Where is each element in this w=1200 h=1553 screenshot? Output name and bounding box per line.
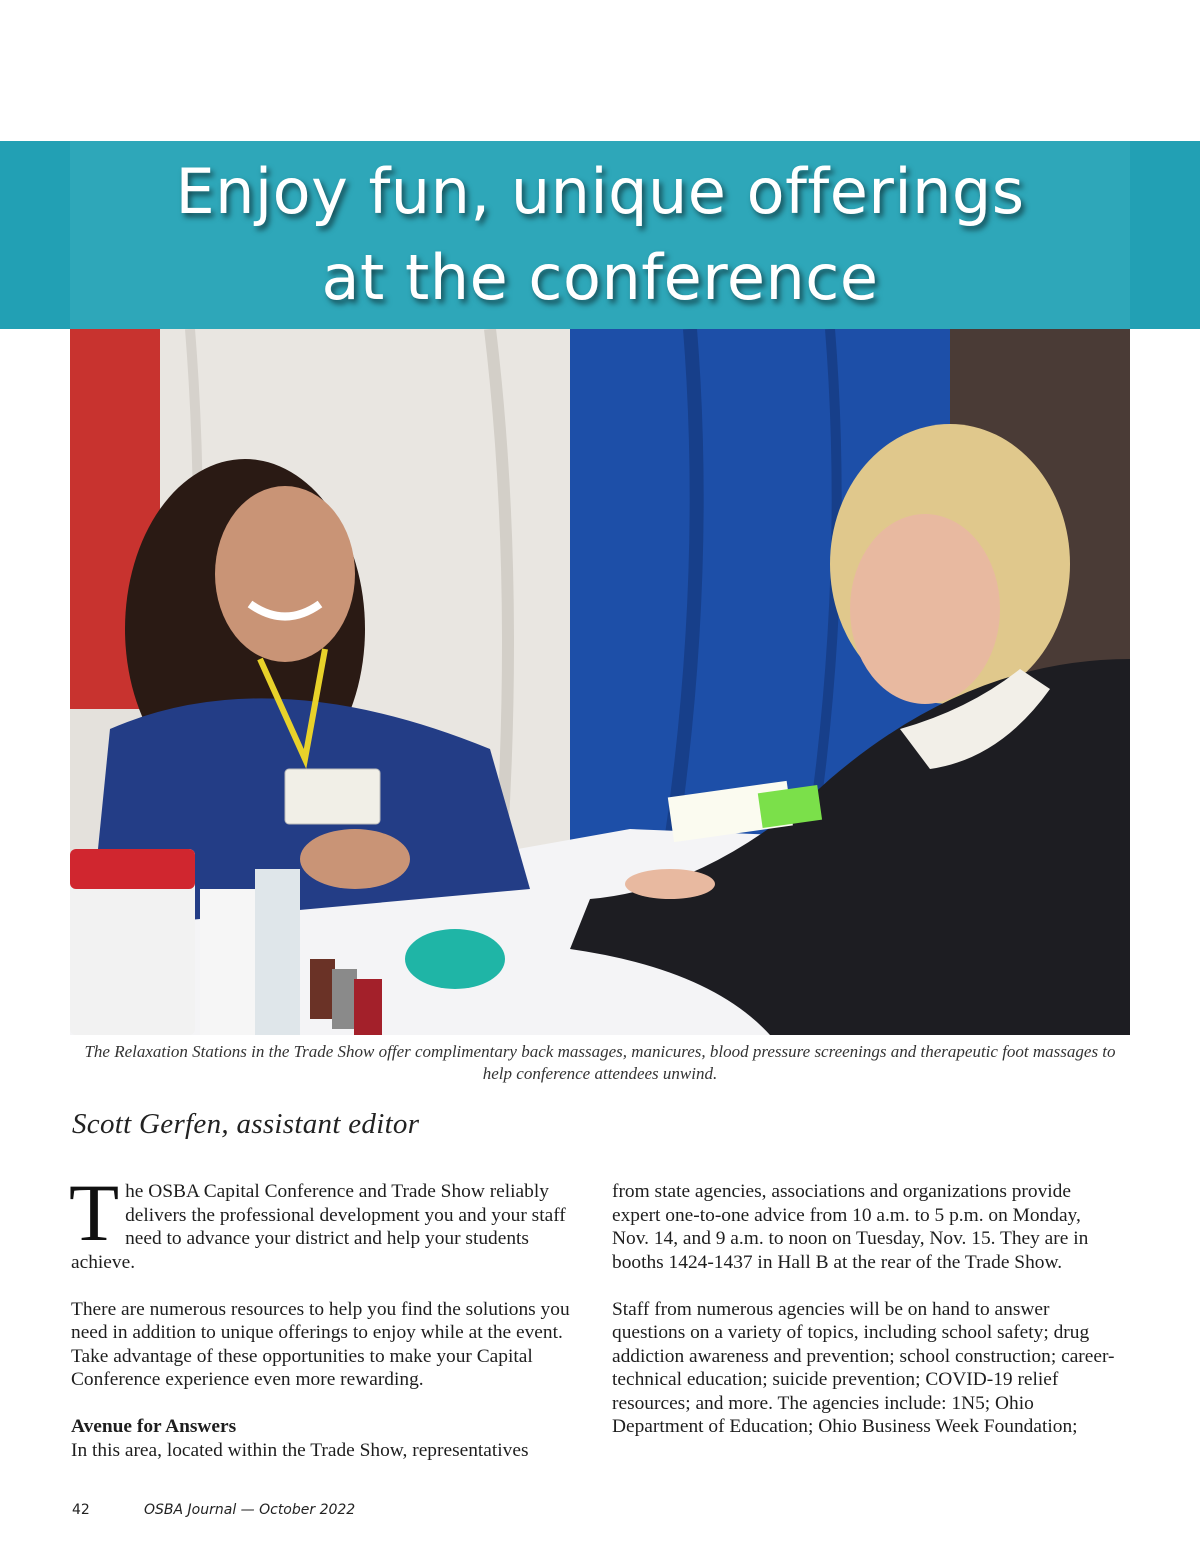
subhead: Avenue for Answers xyxy=(71,1416,237,1437)
paragraph-1 xyxy=(69,1167,577,1274)
page-title-line-1: Enjoy fun, unique offerings xyxy=(175,155,1025,228)
page-footer xyxy=(72,1502,356,1518)
paragraph-3-start: In this area, located within the Trade Show, representatives xyxy=(71,1439,529,1461)
paragraph-1-text: he OSBA Capital Conference and Trade Show reliably delivers the professional development you and your staff need to advance your district and help your students achieve. xyxy=(71,1181,566,1273)
drop-cap: T xyxy=(69,1167,120,1258)
title-banner xyxy=(70,141,1130,329)
article-photo xyxy=(70,329,1130,1035)
paragraph-3-continued: from state agencies, associations and organizations provide expert one-to-one advice from 10 a.m. to 5 p.m. on Monday, Nov. 14, and 9 a.m. to noon on Tuesday, Nov. 15. They are in booths 1424-1437 in Hall B at the rear of the Trade Show. xyxy=(612,1181,1089,1273)
page-number: 42 xyxy=(72,1502,90,1518)
paragraph-4: Staff from numerous agencies will be on hand to answer questions on a variety of topics, including school safety; drug addiction awareness and prevention; school construction; career-technical education; suicide prevention; COVID-19 relief resources; and more. The agencies include: 1N5; Ohio Department of Education; Ohio Business Week Foundation; xyxy=(612,1298,1115,1437)
article-column-left xyxy=(69,1167,577,1462)
journal-name: OSBA Journal — October 2022 xyxy=(144,1502,356,1518)
paragraph-2: There are numerous resources to help you find the solutions you need in addition to unique offerings to enjoy while at the event. Take advantage of these opportunities to make your Capital Conference experience even more rewarding. xyxy=(71,1298,570,1390)
photo-caption: The Relaxation Stations in the Trade Show offer complimentary back massages, manicures, blood pressure screenings and therapeutic foot massages to help conference attendees unwind. xyxy=(84,1042,1116,1083)
byline: Scott Gerfen, assistant editor xyxy=(72,1108,420,1140)
article-column-right xyxy=(612,1180,1118,1462)
page-title-line-2: at the conference xyxy=(321,241,879,314)
photo-illustration xyxy=(70,329,1130,1035)
